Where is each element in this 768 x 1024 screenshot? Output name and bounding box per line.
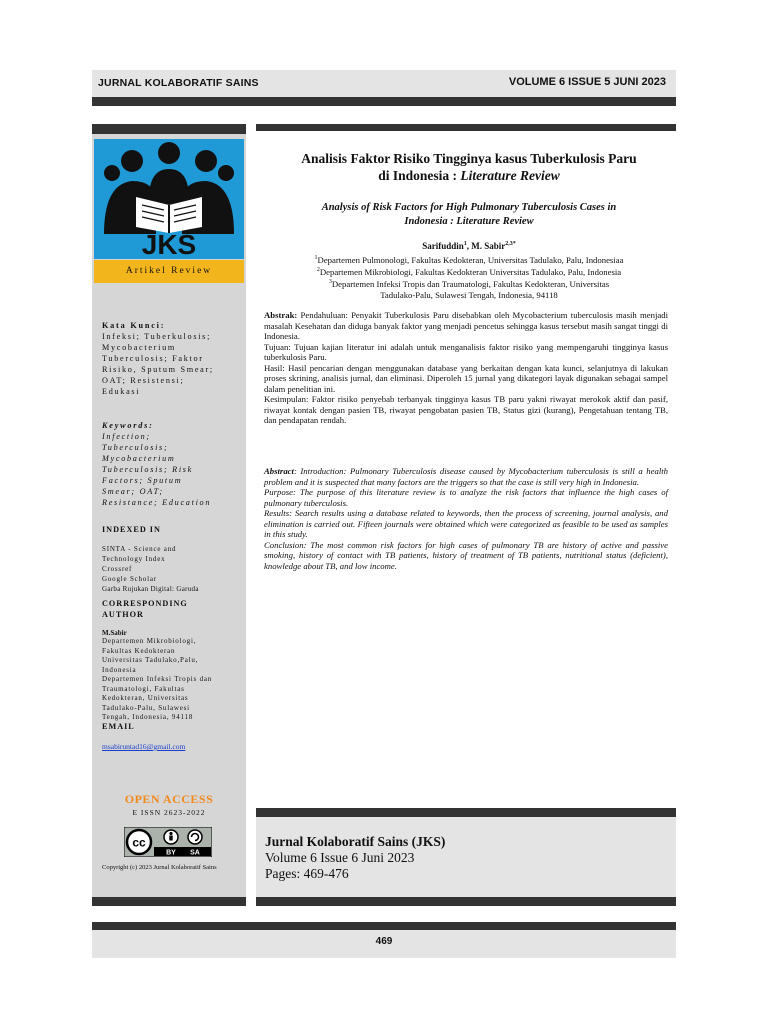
abstract-results: Results: Search results using a database related to keywords, then the process of screening, journal analysis, and elimination is carried out. Fifteen journals were obtained which were categorized as feasible to be used as samples in this study. xyxy=(264,508,668,539)
kata-kunci-line: Tuberculosis; Faktor xyxy=(102,354,204,363)
index-item: Garba Rujukan Digital: Garuda xyxy=(102,585,199,593)
article-type-label: Artikel Review xyxy=(94,260,244,283)
address-line: Fakultas Kedokteran xyxy=(102,646,176,655)
keyword-line: Resistance; Education xyxy=(102,498,212,507)
aff-text: Departemen Mikrobiologi, Fakultas Kedokteran Universitas Tadulako, Palu, Indonesia xyxy=(319,266,622,277)
corresponding-line: CORRESPONDING xyxy=(102,599,188,608)
keyword-line: Mycobacterium xyxy=(102,454,176,463)
journal-box-top-bar xyxy=(256,808,676,817)
journal-box-pages: Pages: 469-476 xyxy=(265,866,349,881)
email-label: EMAIL xyxy=(102,722,135,731)
page-number: 469 xyxy=(375,936,393,947)
abstrak xyxy=(264,310,668,426)
aff-text: Departemen Pulmonologi, Fakultas Kedokteran, Universitas Tadulako, Palu, Indonesiaa xyxy=(317,254,624,265)
logo-text: JKS xyxy=(141,229,197,259)
corr-author-name: M.Sabir xyxy=(102,629,127,637)
journal-box-name: Jurnal Kolaboratif Sains (JKS) xyxy=(265,834,446,849)
keyword-line: Tuberculosis; xyxy=(102,443,169,452)
kata-kunci-line: Edukasi xyxy=(102,387,141,396)
address-line: Indonesia xyxy=(102,665,137,674)
author-name: Sarifuddin xyxy=(422,241,464,251)
volume-info: VOLUME 6 ISSUE 5 JUNI 2023 xyxy=(508,76,666,88)
author-name: , M. Sabir xyxy=(466,241,506,251)
abstrak-text: Pendahuluan: Penyakit Tuberkulosis Paru disebabkan oleh Mycobacterium tuberculosis masih menjadi masalah Kesehatan dan diduga banyak faktor yang menjadi pencetus sehingga kasus tersebut masih sangat tinggi di Indonesia. xyxy=(264,310,668,341)
abstract-text: : Introduction: Pulmonary Tuberculosis disease caused by Mycobacterium tuberculosis is still a health problem and it is suspected that many factors are the triggers so that the case is still very high in Indonesia. xyxy=(264,466,668,487)
cc-by-label: BY xyxy=(166,849,176,857)
indexed-label: INDEXED IN xyxy=(102,525,161,534)
kata-kunci-label: Kata Kunci: xyxy=(102,321,166,330)
authors xyxy=(262,241,676,251)
email-link[interactable]: msabiruntad16@gmail.com xyxy=(102,742,186,751)
author-sup: 1 xyxy=(463,241,467,247)
abstract-conclusion: Conclusion: The most common risk factors for high cases of pulmonary TB are history of active and passive smoking, history of contact with TB patients, history of treatment of TB patients, nutritional status (deficient), knowledge about TB, and low income. xyxy=(264,539,668,571)
journal-info-box xyxy=(256,808,676,906)
abstract xyxy=(264,466,668,571)
jks-logo xyxy=(94,139,244,259)
sidebar-top-bar xyxy=(92,124,246,134)
svg-text:cc: cc xyxy=(132,835,146,850)
copyright: Copyright (c) 2023 Jurnal Kolaboratif Sains xyxy=(102,864,217,871)
journal-name: JURNAL KOLABORATIF SAINS xyxy=(98,77,259,89)
index-item: Crossref xyxy=(102,565,133,573)
abstrak-hasil: Hasil: Hasil pencarian dengan menggunakan database yang berkaitan dengan kata kunci, selanjutnya di lakukan proses skrining, analisis jurnal, dan eliminasi. Diperoleh 15 jurnal yang dikategori layak digunakan sebagai sampel dalam penelitian ini. xyxy=(264,362,668,394)
footer-bar xyxy=(92,922,676,930)
indexed-list xyxy=(102,544,244,594)
sidebar-bottom-bar xyxy=(92,897,246,906)
sidebar xyxy=(92,124,246,906)
affiliation-2 xyxy=(262,265,676,278)
title-line: Analisis Faktor Risiko Tingginya kasus Tuberkulosis Paru xyxy=(301,151,637,166)
english-title-line: Analysis of Risk Factors for High Pulmonary Tuberculosis Cases in xyxy=(321,202,617,213)
affiliation-3 xyxy=(262,277,676,301)
keyword-line: Factors; Sputum xyxy=(102,476,183,485)
affiliation-1 xyxy=(262,253,676,266)
cc-by-sa-icon xyxy=(124,827,212,857)
kata-kunci-line: Risiko, Sputum Smear; xyxy=(102,365,214,374)
corresponding-label xyxy=(102,598,244,620)
aff-sup: 2 xyxy=(316,267,320,273)
abstrak-pendahuluan xyxy=(264,310,668,342)
kata-kunci-list xyxy=(102,331,244,397)
cc-sa-label: SA xyxy=(190,849,200,857)
journal-box-bottom-bar xyxy=(256,897,676,906)
kata-kunci-line: Infeksi; Tuberkulosis; xyxy=(102,332,212,341)
aff-sup: 3 xyxy=(328,279,332,285)
index-item: Technology Index xyxy=(102,555,166,563)
abstract-intro xyxy=(264,466,668,487)
abstrak-tujuan: Tujuan: Tujuan kajian literatur ini adalah untuk menganalisis faktor risiko yang mempengaruhi tingginya kasus tuberkulosis Paru. xyxy=(264,341,668,362)
address-line: Tengah, Indonesia, 94118 xyxy=(102,713,194,721)
author-sup: 2,3* xyxy=(505,241,516,247)
keyword-line: Infection; xyxy=(102,432,151,441)
address-line: Departemen Mikrobiologi, xyxy=(102,637,197,645)
address-line: Tadulako-Palu, Sulawesi xyxy=(102,703,190,712)
index-item: SINTA - Science and xyxy=(102,545,177,553)
journal-box-volume: Volume 6 Issue 6 Juni 2023 xyxy=(265,850,415,865)
cc-license-badge[interactable] xyxy=(124,827,212,857)
title-lit-review: Literature Review xyxy=(460,168,560,183)
open-access-label: OPEN ACCESS xyxy=(124,792,214,806)
aff-sup: 1 xyxy=(314,255,318,261)
abstract-purpose: Purpose: The purpose of this literature review is to analyze the risk factors that influence the high cases of pulmonary tuberculosis. xyxy=(264,487,668,508)
address-line: Kedokteran, Universitas xyxy=(102,694,189,702)
english-title xyxy=(262,201,676,229)
aff-text: Departemen Infeksi Tropis dan Traumatologi, Fakultas Kedokteran, Universitas xyxy=(331,278,610,289)
header-bar xyxy=(92,97,676,106)
title-line xyxy=(262,167,676,184)
index-item: Google Scholar xyxy=(102,575,157,583)
corr-address xyxy=(102,637,244,723)
page-footer xyxy=(92,922,676,958)
keyword-line: Smear; OAT; xyxy=(102,487,164,496)
journal-header xyxy=(92,70,676,106)
jks-logo-graphic xyxy=(94,139,244,259)
abstract-label: Abstract xyxy=(264,466,294,476)
keyword-line: Tuberculosis; Risk xyxy=(102,465,194,474)
corresponding-line: AUTHOR xyxy=(102,610,144,619)
abstrak-kesimpulan: Kesimpulan: Faktor risiko penyebab terbanyak tingginya kasus TB paru yakni riwayat merokok aktif dan pasif, riwayat kontak dengan pasien TB, riwayat pengobatan pasien TB, Status gizi (kurang), Pengetahuan tentang TB, dan pendapatan rendah. xyxy=(264,394,668,425)
main-top-bar xyxy=(256,124,676,131)
kata-kunci-line: OAT; Resistensi; xyxy=(102,376,185,385)
address-line: Departemen Infeksi Tropis dan xyxy=(102,675,213,683)
english-title-line: Indonesia : Literature Review xyxy=(404,216,534,227)
keywords-label: Keywords: xyxy=(102,421,154,430)
aff-text: Tadulako-Palu, Sulawesi Tengah, Indonesia, 94118 xyxy=(380,289,558,300)
kata-kunci-line: Mycobacterium xyxy=(102,343,176,352)
address-line: Traumatologi, Fakultas xyxy=(102,684,185,693)
keywords-list xyxy=(102,431,244,508)
address-line: Universitas Tadulako,Palu, xyxy=(102,656,199,664)
abstrak-label: Abstrak: xyxy=(264,310,298,320)
title-part: di Indonesia : xyxy=(378,168,461,183)
article-title xyxy=(262,150,676,184)
issn: E ISSN 2623-2022 xyxy=(132,808,206,817)
